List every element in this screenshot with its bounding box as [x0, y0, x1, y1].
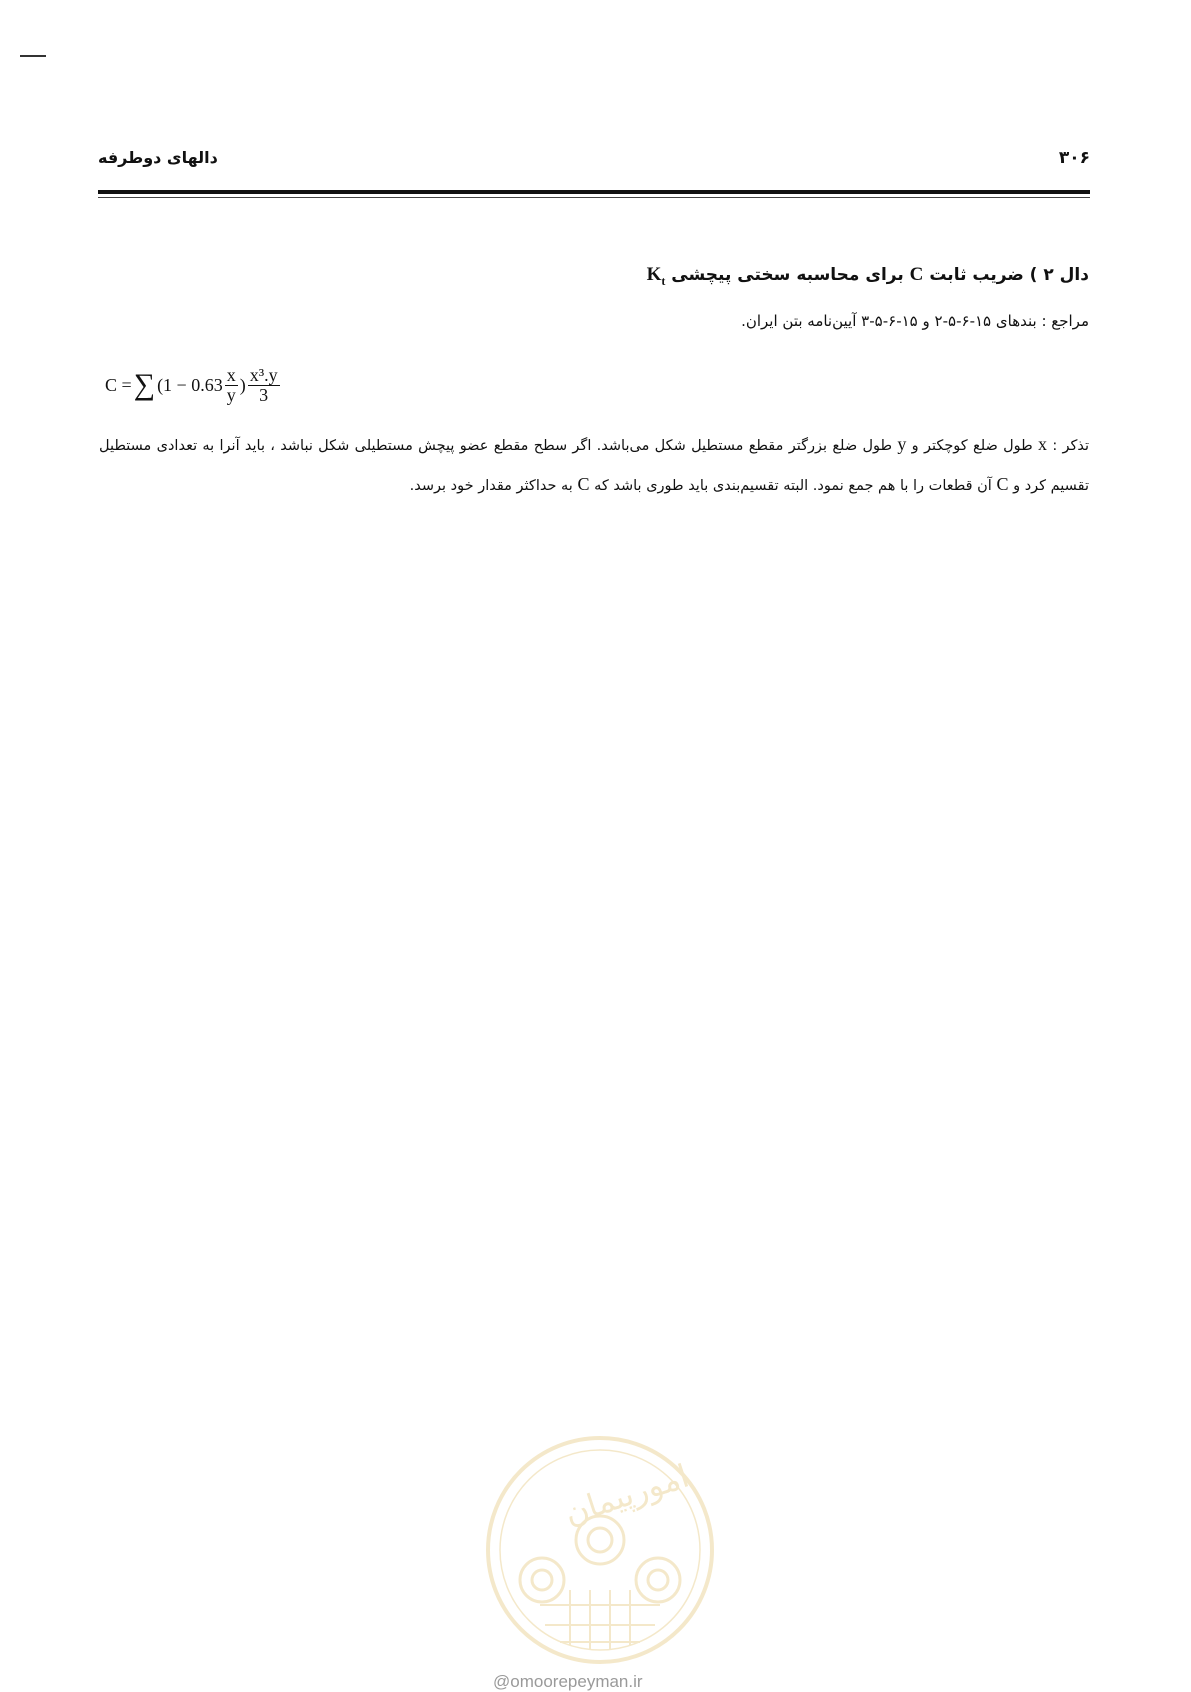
summation-symbol: ∑ — [133, 368, 156, 401]
k-symbol: K — [646, 264, 662, 285]
formula-open: (1 − 0.63 — [157, 374, 223, 395]
page-number: ۳۰۶ — [1058, 148, 1090, 168]
var-c: C — [577, 474, 590, 494]
torsion-constant-formula — [105, 357, 282, 413]
left-gear-icon — [520, 1558, 564, 1602]
section-heading-c: C — [909, 264, 924, 285]
note-paragraph — [99, 425, 1089, 505]
fraction-numerator: x³.y — [249, 364, 278, 385]
fraction-denominator: 3 — [259, 384, 269, 405]
note-text-4: آن قطعات را با هم جمع نمود. البته تقسیم‌بندی باید طوری باشد که — [594, 478, 992, 494]
corner-scan-mark — [20, 55, 46, 57]
logo-calligraphy: امورپیمان — [559, 1456, 694, 1533]
section-heading — [647, 264, 1089, 289]
scales-icon — [532, 1570, 552, 1590]
references-line: مراجع : بندهای ۱۵-۶-۵-۲ و ۱۵-۶-۵-۳ آیین‌نامه بتن ایران. — [741, 312, 1089, 330]
running-title: دالهای دوطرفه — [98, 148, 218, 167]
fraction-x-over-y — [225, 366, 238, 405]
note-text-5: به حداکثر مقدار خود برسد. — [409, 478, 573, 494]
section-heading-middle: برای محاسبه سختی پیچشی — [671, 265, 904, 285]
fraction-numerator: x — [226, 364, 236, 385]
page-header — [98, 148, 1090, 176]
fraction-x3y-over-3 — [248, 366, 280, 405]
fraction-denominator: y — [226, 384, 236, 405]
watermark-url-text: omoorepeyman.ir — [510, 1672, 643, 1691]
note-text-1: تذکر : — [1052, 438, 1090, 454]
var-c: C — [996, 474, 1009, 494]
pen-icon — [648, 1570, 668, 1590]
copyright-icon: @ — [493, 1672, 511, 1691]
section-heading-prefix: دال ۲ ) ضریب ثابت — [929, 265, 1089, 285]
note-text-3: طول ضلع بزرگتر مقطع مستطیل شکل می‌باشد. اگر سطح مقطع عضو پیچش مستطیلی شکل نباشد ، باید آنرا به تعدادی مستطیل تقسیم کرد و — [99, 438, 1089, 494]
k-subscript: t — [661, 273, 666, 288]
var-y: y — [897, 434, 907, 454]
formula-close: ) — [239, 374, 246, 395]
center-gear-hub-icon — [588, 1528, 612, 1552]
note-text-2: طول ضلع کوچکتر و — [911, 438, 1033, 454]
var-x: x — [1038, 434, 1048, 454]
center-gear-icon — [576, 1516, 624, 1564]
formula-lhs: C = — [105, 374, 132, 395]
watermark-url — [493, 1672, 643, 1692]
gear-icons — [520, 1516, 680, 1602]
section-heading-k — [646, 264, 666, 288]
right-gear-icon — [636, 1558, 680, 1602]
watermark-logo — [480, 1430, 720, 1670]
header-rule — [98, 190, 1090, 194]
header-rule-thin — [98, 197, 1090, 198]
